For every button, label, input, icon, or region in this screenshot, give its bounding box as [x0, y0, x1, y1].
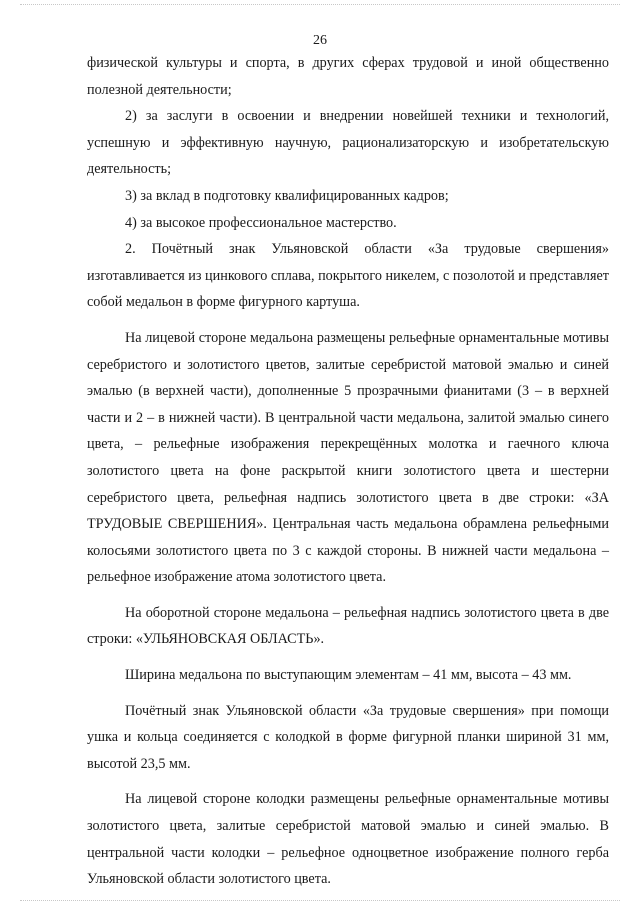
paragraph-medallion-front: На лицевой стороне медальона размещены рельефные орнаментальные мотивы серебристого и золотистого цветов, залитые серебристой матовой эмалью и синей эмалью (в верхней части), дополненные 5 прозрачными фианитами (3 – в верхней части и 2 – в нижней части). В центральной части медальона, залитой эмалью синего цвета, – рельефные изображения перекрещённых молотка и гаечного ключа золотистого цвета на фоне раскрытой книги золотистого цвета и шестерни серебристого цвета, рельефная надпись золотистого цвета в две строки: «ЗА ТРУДОВЫЕ СВЕРШЕНИЯ». Центральная часть медальона обрамлена рельефными колосьями золотистого цвета по 3 с каждой стороны. В нижней части медальона – рельефное изображение атома золотистого цвета. [87, 329, 609, 586]
paragraph-item-3: 3) за вклад в подготовку квалифицированных кадров; [125, 187, 449, 204]
paragraph-medallion-back: На оборотной стороне медальона – рельефная надпись золотистого цвета в две строки: «УЛЬЯНОВСКАЯ ОБЛАСТЬ». [87, 604, 609, 648]
page-number: 26 [313, 33, 327, 48]
paragraph-medallion-size: Ширина медальона по выступающим элементам – 41 мм, высота – 43 мм. [125, 667, 572, 684]
scan-edge-top [20, 4, 620, 5]
paragraph-continuation: физической культуры и спорта, в других сферах трудовой и иной общественно полезной деятельности; [87, 55, 609, 98]
paragraph-block-front: На лицевой стороне колодки размещены рельефные орнаментальные мотивы золотистого цвета, залитые серебристой матовой эмалью и синей эмалью. В центральной части колодки – рельефное одноцветное изображение полного герба Ульяновской области золотистого цвета. [87, 791, 609, 888]
document-body [87, 50, 609, 893]
paragraph-item-4: 4) за высокое профессиональное мастерство. [125, 214, 397, 231]
paragraph-item-2: 2) за заслуги в освоении и внедрении новейшей техники и технологий, успешную и эффективную научную, рационализаторскую и изобретательскую деятельность; [87, 108, 609, 178]
paragraph-block-attachment: Почётный знак Ульяновской области «За трудовые свершения» при помощи ушка и кольца соединяется с колодкой в форме фигурной планки шириной 31 мм, высотой 23,5 мм. [87, 702, 609, 772]
paragraph-section-2: 2. Почётный знак Ульяновской области «За трудовые свершения» изготавливается из цинкового сплава, покрытого никелем, с позолотой и представляет собой медальон в форме фигурного картуша. [87, 241, 609, 311]
scan-edge-bottom [20, 900, 620, 901]
